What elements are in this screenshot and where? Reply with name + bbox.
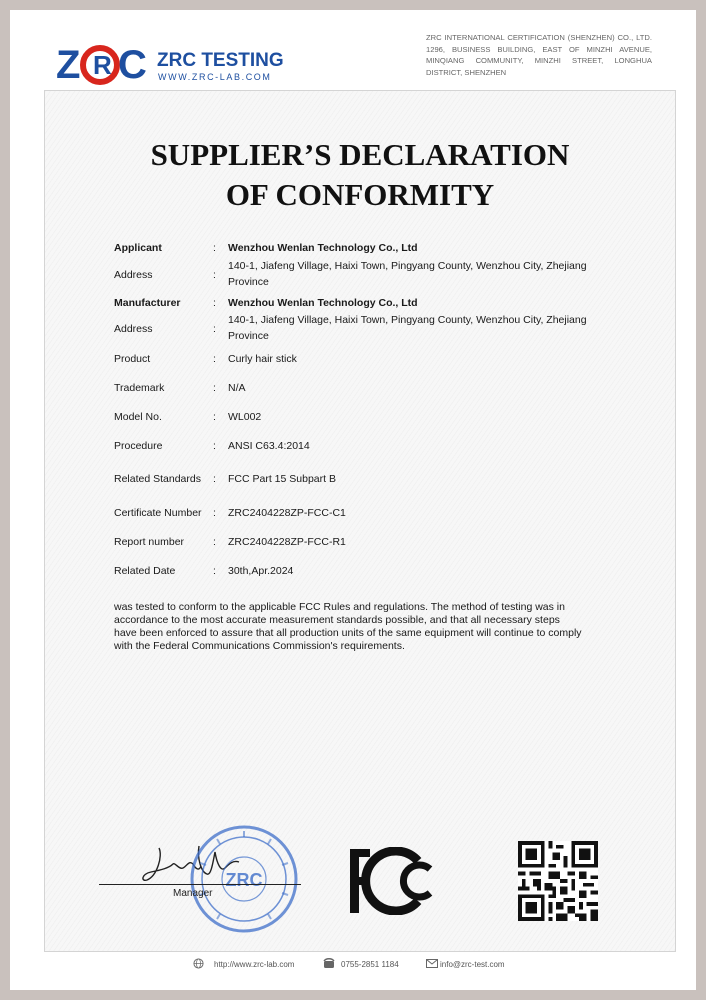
- title-line-2: OF CONFORMITY: [225, 177, 495, 212]
- field-colon: :: [213, 382, 216, 394]
- field-label: Report number: [114, 536, 185, 548]
- field-colon: :: [213, 242, 216, 254]
- phone-icon: [323, 958, 335, 969]
- field-label: Procedure: [114, 440, 163, 452]
- field-label: Product: [114, 353, 151, 365]
- field-colon: :: [213, 323, 216, 335]
- company-name: ZRC INTERNATIONAL CERTIFICATION (SHENZHEN) CO., LTD.: [426, 33, 652, 42]
- footer-phone: 0755-2851 1184: [341, 960, 399, 969]
- company-info: [426, 32, 652, 78]
- certificate-frame: [44, 90, 676, 952]
- field-value: ANSI C63.4:2014: [228, 440, 310, 452]
- field-colon: :: [213, 269, 216, 281]
- field-value: N/A: [228, 382, 246, 394]
- field-colon: :: [213, 440, 216, 452]
- field-value: Wenzhou Wenlan Technology Co., Ltd: [228, 242, 418, 254]
- zrc-logo: [54, 38, 284, 88]
- field-label: Address: [114, 323, 153, 335]
- signature-line: [99, 884, 301, 885]
- field-value: 30th,Apr.2024: [228, 565, 294, 577]
- fcc-logo: [348, 847, 438, 915]
- field-value: 140-1, Jiafeng Village, Haixi Town, Pingyang County, Wenzhou City, Zhejiang Province: [228, 260, 587, 288]
- title-line-1: SUPPLIER’S DECLARATION: [150, 137, 570, 172]
- conformity-statement: was tested to conform to the applicable FCC Rules and regulations. The method of testing was in accordance to the most accurate measurement standards possible, and that all necessary steps have been enforced to assure that all production units of the same equipment will continue to comply with the Federal Communications Commission's requirements.: [114, 601, 582, 652]
- field-label: Certificate Number: [114, 507, 202, 519]
- signature-role: Manager: [173, 888, 213, 899]
- certificate-page: [10, 10, 696, 990]
- field-label: Model No.: [114, 411, 162, 423]
- field-value: FCC Part 15 Subpart B: [228, 473, 336, 485]
- footer-website[interactable]: http://www.zrc-lab.com: [214, 960, 295, 969]
- company-address: 1296, BUSINESS BUILDING, EAST OF MINZHI AVENUE, MINQIANG COMMUNITY, MINZHI STREET, LONGHUA DISTRICT, SHENZHEN: [426, 44, 652, 77]
- certificate-title: [45, 135, 675, 215]
- field-value: WL002: [228, 411, 262, 423]
- footer-email[interactable]: info@zrc-test.com: [440, 960, 505, 969]
- field-colon: :: [213, 411, 216, 423]
- field-label: Trademark: [114, 382, 165, 394]
- field-colon: :: [213, 473, 216, 485]
- zrc-stamp: [188, 823, 300, 935]
- field-colon: :: [213, 297, 216, 309]
- field-value: ZRC2404228ZP-FCC-C1: [228, 507, 346, 519]
- field-value: ZRC2404228ZP-FCC-R1: [228, 536, 346, 548]
- logo-mark: Z: [56, 43, 81, 87]
- field-label: Address: [114, 269, 153, 281]
- field-label: Related Date: [114, 565, 176, 577]
- qr-code: [518, 841, 598, 921]
- footer: [10, 956, 696, 974]
- svg-text:R: R: [93, 50, 112, 80]
- field-colon: :: [213, 507, 216, 519]
- logo-site: WWW.ZRC-LAB.COM: [158, 72, 272, 82]
- field-label: Applicant: [114, 242, 162, 254]
- globe-icon: [193, 958, 204, 969]
- svg-text:C: C: [118, 43, 147, 87]
- stamp-text: ZRC: [225, 870, 263, 890]
- field-value: Curly hair stick: [228, 353, 297, 365]
- field-value: 140-1, Jiafeng Village, Haixi Town, Pingyang County, Wenzhou City, Zhejiang Province: [228, 314, 587, 342]
- field-colon: :: [213, 565, 216, 577]
- field-label: Related Standards: [114, 473, 201, 485]
- field-value: Wenzhou Wenlan Technology Co., Ltd: [228, 297, 418, 309]
- logo-name: ZRC TESTING: [157, 50, 284, 71]
- field-colon: :: [213, 536, 216, 548]
- field-colon: :: [213, 353, 216, 365]
- email-icon: [426, 958, 438, 969]
- field-label: Manufacturer: [114, 297, 181, 309]
- signature-text: Jack Wu: [139, 838, 143, 839]
